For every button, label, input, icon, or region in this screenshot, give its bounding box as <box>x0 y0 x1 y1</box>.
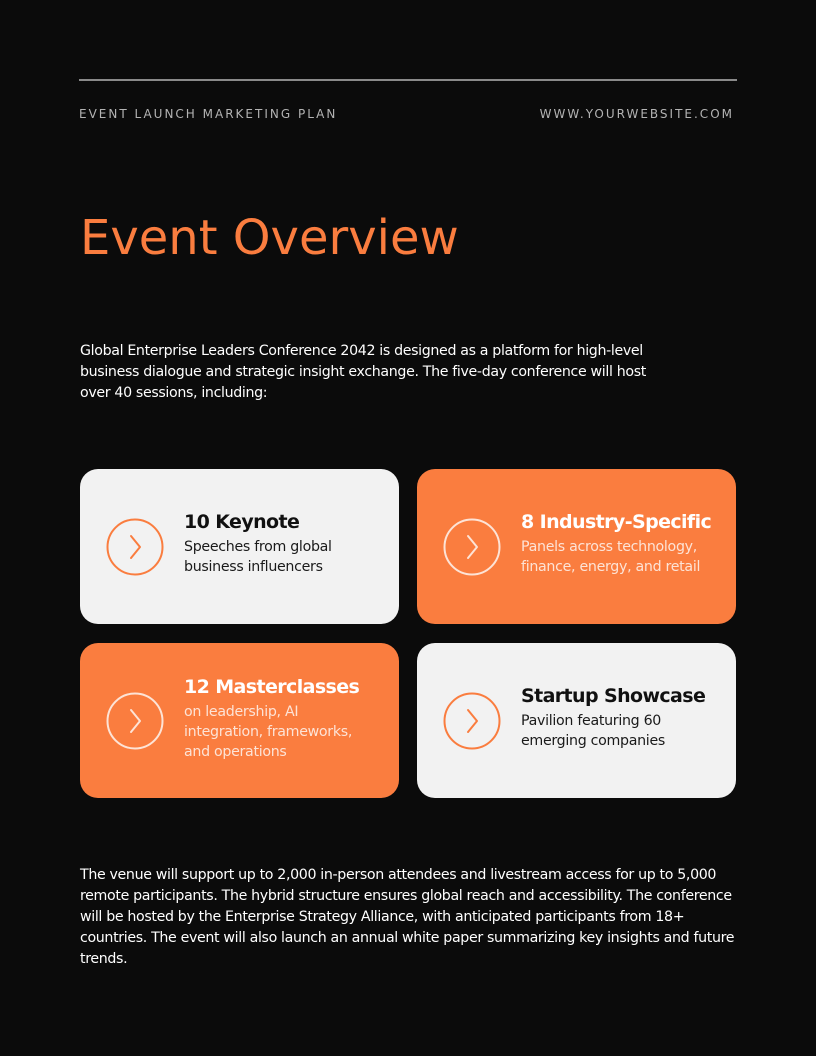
session-card-industry <box>417 469 736 624</box>
header-divider <box>79 79 737 81</box>
card-heading: 10 Keynote <box>184 511 300 533</box>
card-heading: Startup Showcase <box>521 685 706 707</box>
intro-paragraph: Global Enterprise Leaders Conference 2042 is designed as a platform for high-level business dialogue and strategic insight exchange. The five-day conference will host over 40 sessions, including: <box>80 343 646 401</box>
chevron-right-circle-icon <box>443 692 501 750</box>
document-label: EVENT LAUNCH MARKETING PLAN <box>79 107 338 121</box>
card-heading: 12 Masterclasses <box>184 676 360 698</box>
chevron-right-circle-icon <box>106 518 164 576</box>
card-description: Speeches from global business influencers <box>184 539 332 575</box>
card-description: Pavilion featuring 60 emerging companies <box>521 713 665 749</box>
venue-paragraph: The venue will support up to 2,000 in-person attendees and livestream access for up to 5,000 remote participants. The hybrid structure ensures global reach and accessibility. The conference will be hosted by the Enterprise Strategy Alliance, with anticipated participants from 18+ countries. The event will also launch an annual white paper summarizing key insights and future trends. <box>80 867 735 967</box>
session-card-startup-showcase <box>417 643 736 798</box>
website-link[interactable]: WWW.YOURWEBSITE.COM <box>539 107 734 121</box>
session-card-masterclasses <box>80 643 399 798</box>
card-description: Panels across technology, finance, energy, and retail <box>521 539 701 575</box>
session-card-keynote <box>80 469 399 624</box>
chevron-right-circle-icon <box>106 692 164 750</box>
page-title: Event Overview <box>80 210 459 266</box>
chevron-right-circle-icon <box>443 518 501 576</box>
card-description: on leadership, AI integration, frameworks, and operations <box>184 704 353 760</box>
card-heading: 8 Industry-Specific <box>521 511 712 533</box>
